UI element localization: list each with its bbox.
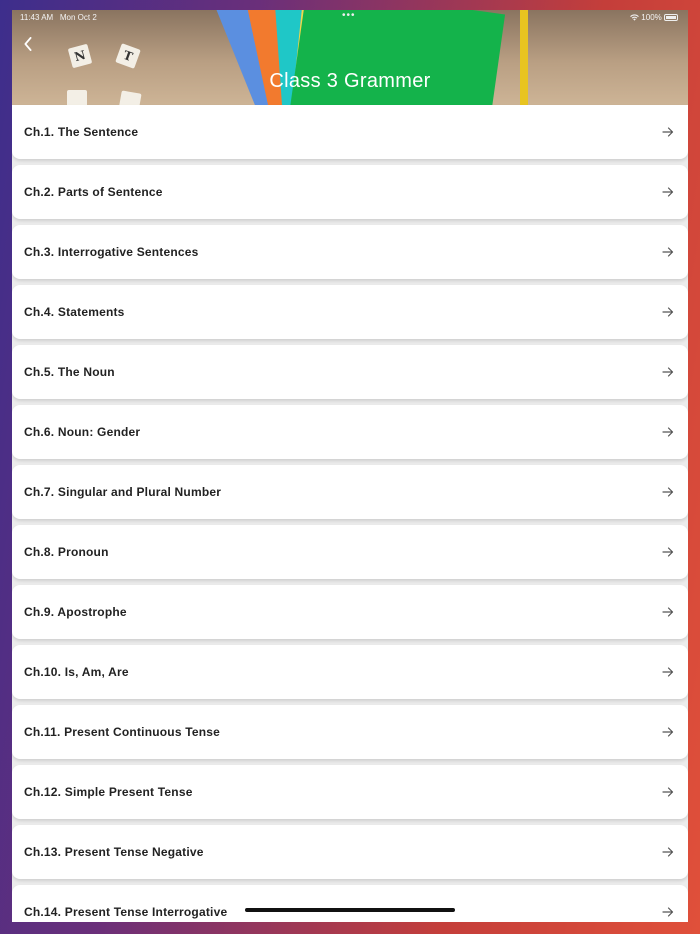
header-banner	[12, 10, 688, 105]
chapter-label: Ch.12. Simple Present Tense	[24, 785, 193, 799]
list-item[interactable]	[12, 105, 688, 159]
list-item[interactable]	[12, 645, 688, 699]
chevron-left-icon	[21, 37, 35, 51]
arrow-right-icon	[662, 306, 674, 318]
list-item[interactable]	[12, 765, 688, 819]
list-item[interactable]	[12, 525, 688, 579]
battery-icon	[664, 14, 678, 21]
home-indicator[interactable]	[245, 908, 455, 912]
list-item[interactable]	[12, 585, 688, 639]
list-item[interactable]	[12, 225, 688, 279]
arrow-right-icon	[662, 906, 674, 918]
battery-percent: 100%	[641, 13, 662, 22]
arrow-right-icon	[662, 366, 674, 378]
chapter-label: Ch.14. Present Tense Interrogative	[24, 905, 228, 919]
chapter-label: Ch.2. Parts of Sentence	[24, 185, 163, 199]
list-item[interactable]	[12, 345, 688, 399]
arrow-right-icon	[662, 726, 674, 738]
list-item[interactable]	[12, 705, 688, 759]
list-item[interactable]	[12, 825, 688, 879]
list-item[interactable]	[12, 405, 688, 459]
chapter-label: Ch.4. Statements	[24, 305, 125, 319]
multitask-dots-icon[interactable]: •••	[342, 10, 356, 21]
chapter-label: Ch.5. The Noun	[24, 365, 115, 379]
arrow-right-icon	[662, 426, 674, 438]
arrow-right-icon	[662, 606, 674, 618]
arrow-right-icon	[662, 126, 674, 138]
arrow-right-icon	[662, 246, 674, 258]
letter-tile: T	[115, 43, 141, 69]
chapter-list	[12, 105, 688, 922]
device-screen	[12, 10, 688, 922]
letter-tile: N	[68, 44, 92, 68]
status-date: Mon Oct 2	[59, 13, 97, 22]
chapter-label: Ch.9. Apostrophe	[24, 605, 127, 619]
arrow-right-icon	[662, 666, 674, 678]
status-time: 11:43 AM	[20, 13, 54, 22]
status-bar	[12, 10, 688, 26]
arrow-right-icon	[662, 786, 674, 798]
chapter-label: Ch.7. Singular and Plural Number	[24, 485, 222, 499]
chapter-label: Ch.13. Present Tense Negative	[24, 845, 204, 859]
list-item[interactable]	[12, 885, 688, 922]
arrow-right-icon	[662, 486, 674, 498]
arrow-right-icon	[662, 546, 674, 558]
list-item[interactable]	[12, 165, 688, 219]
wifi-icon	[630, 13, 641, 22]
list-item[interactable]	[12, 465, 688, 519]
chapter-label: Ch.11. Present Continuous Tense	[24, 725, 221, 739]
list-item[interactable]	[12, 285, 688, 339]
page-title: Class 3 Grammer	[269, 70, 431, 92]
arrow-right-icon	[662, 186, 674, 198]
status-right	[630, 13, 678, 22]
chapter-label: Ch.3. Interrogative Sentences	[24, 245, 199, 259]
chapter-label: Ch.6. Noun: Gender	[24, 425, 141, 439]
status-time-date	[20, 13, 97, 22]
arrow-right-icon	[662, 846, 674, 858]
chapter-label: Ch.10. Is, Am, Are	[24, 665, 129, 679]
chapter-label: Ch.8. Pronoun	[24, 545, 109, 559]
chapter-label: Ch.1. The Sentence	[24, 125, 139, 139]
back-button[interactable]	[16, 32, 40, 56]
